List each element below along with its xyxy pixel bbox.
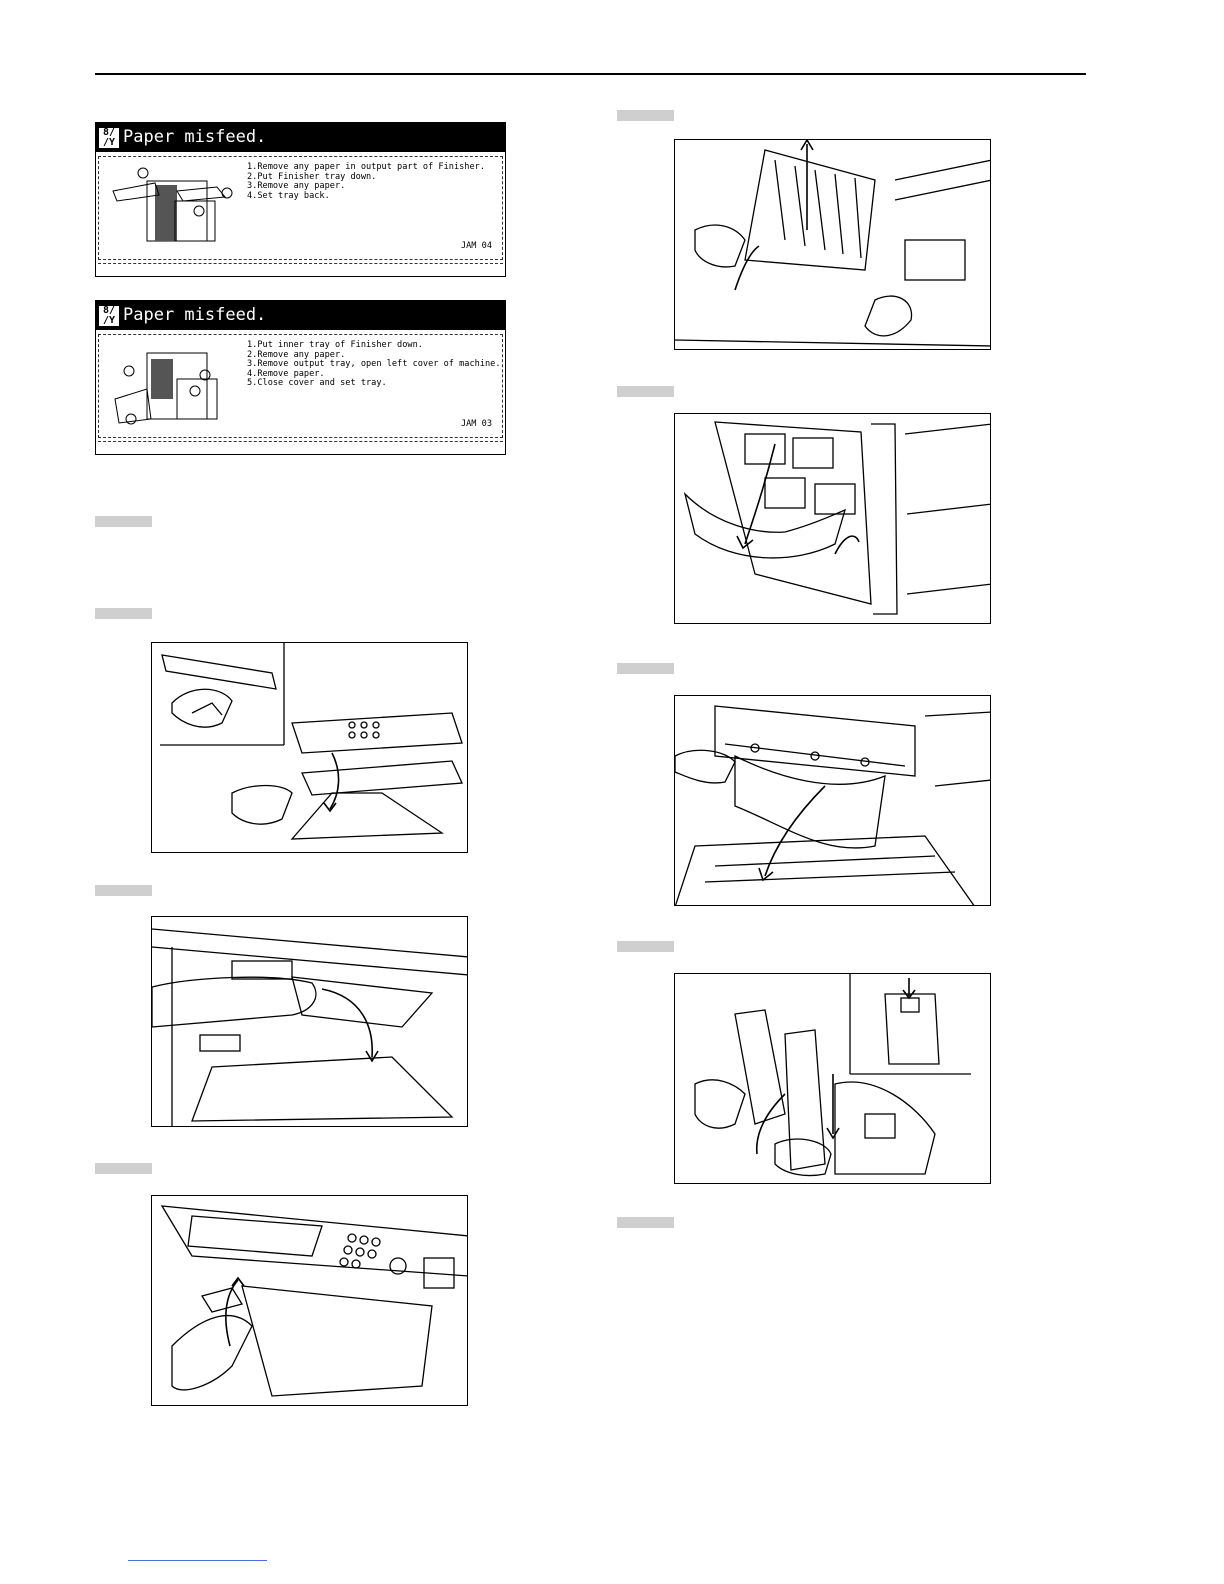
machine-diagram-icon: [107, 161, 247, 251]
screen-footer: [98, 441, 503, 452]
screen-title-bar: [96, 123, 505, 152]
figure-lower-finisher-tray: [151, 642, 468, 853]
jam-screen-2: [95, 300, 506, 455]
step-2: 2.Put Finisher tray down.: [247, 171, 377, 182]
figure-close-cover-set-tray: [674, 973, 991, 1184]
screen-steps: [247, 163, 485, 201]
screen-steps: [247, 341, 501, 389]
step-tab-2: [95, 608, 152, 619]
figure-remove-paper-finisher: [151, 916, 468, 1127]
step-tab-4: [95, 1163, 152, 1174]
machine-diagram-icon: [107, 339, 247, 429]
paper-jam-icon: 8/ /Y: [99, 306, 119, 326]
jam-screen-1: [95, 122, 506, 277]
step-5: 5.Close cover and set tray.: [247, 378, 387, 389]
step-tab-8: [617, 941, 674, 952]
step-tab-5: [617, 110, 674, 121]
step-tab-3: [95, 885, 152, 896]
step-1: 1.Put inner tray of Finisher down.: [247, 340, 423, 350]
header-rule: [95, 73, 1086, 75]
step-tab-1: [95, 516, 152, 527]
step-2: 2.Remove any paper.: [247, 349, 346, 360]
step-1: 1.Remove any paper in output part of Finisher.: [247, 162, 485, 172]
screen-title-bar: [96, 301, 505, 330]
footer-link-underline: [128, 1560, 267, 1561]
figure-raise-tray: [151, 1195, 468, 1406]
screen-body: [98, 334, 503, 438]
figure-remove-output-tray: [674, 139, 991, 350]
paper-jam-icon: 8/ /Y: [99, 128, 119, 148]
step-4: 4.Set tray back.: [247, 190, 330, 201]
step-3: 3.Remove output tray, open left cover of machine.: [247, 359, 501, 370]
screen-body: [98, 156, 503, 260]
screen-title: Paper misfeed.: [123, 127, 267, 147]
figure-open-left-cover: [674, 413, 991, 624]
jam-code: JAM 03: [460, 419, 492, 429]
jam-code: JAM 04: [460, 241, 492, 251]
screen-title: Paper misfeed.: [123, 305, 267, 325]
step-tab-6: [617, 386, 674, 397]
screen-footer: [98, 263, 503, 274]
step-tab-7: [617, 663, 674, 674]
figure-remove-jammed-paper: [674, 695, 991, 906]
step-4: 4.Remove paper.: [247, 368, 325, 379]
step-tab-9: [617, 1217, 674, 1228]
step-3: 3.Remove any paper.: [247, 181, 346, 192]
